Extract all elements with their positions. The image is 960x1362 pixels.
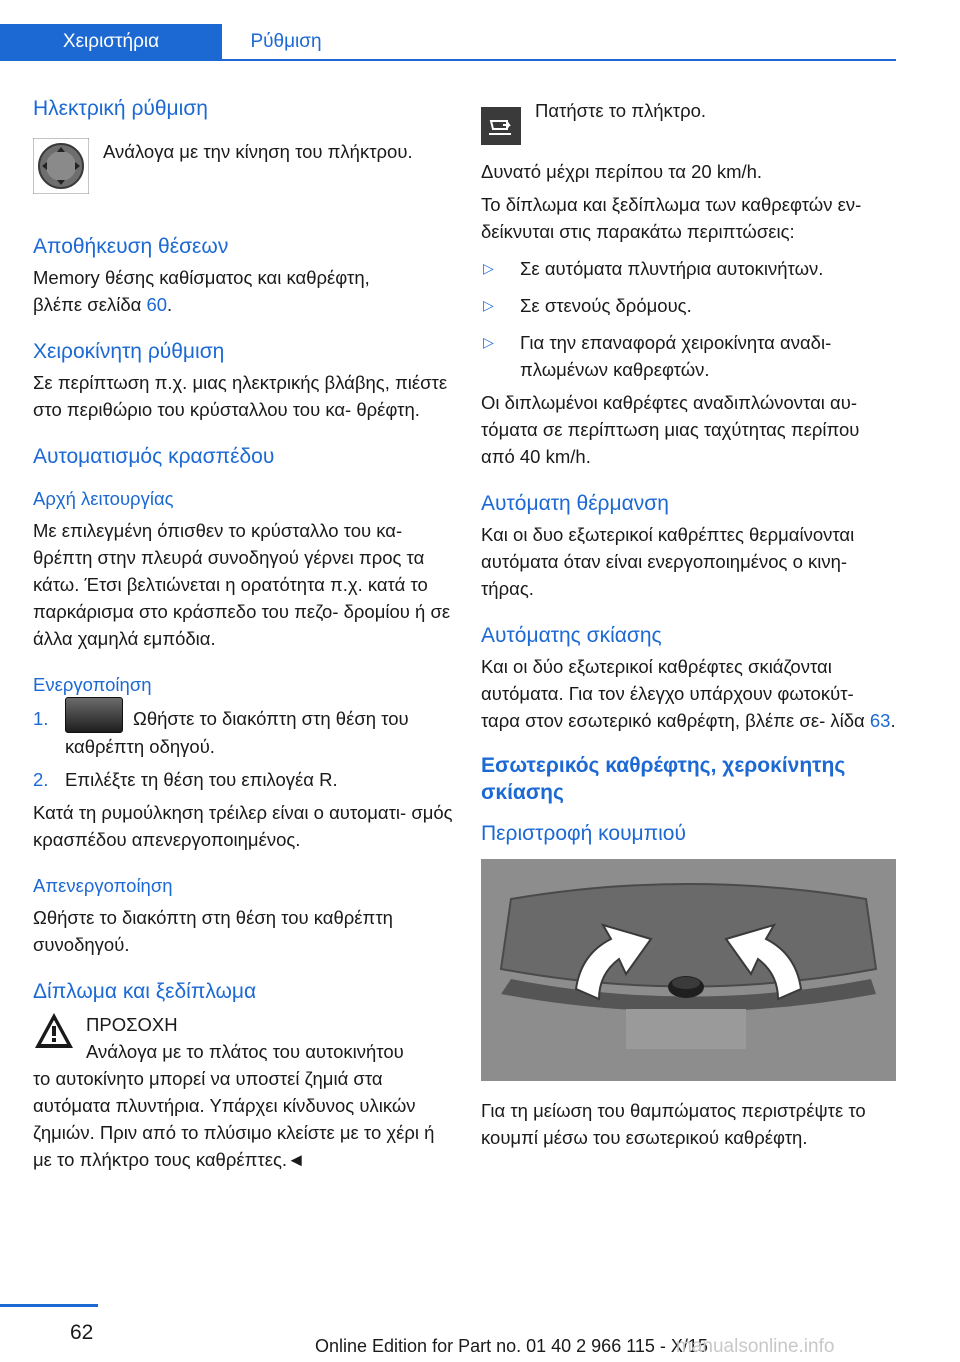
subtitle-principle: Αρχή λειτουργίας	[33, 488, 174, 509]
step-content	[65, 705, 453, 760]
section-title-interior-mirror: Εσωτερικός καθρέφτης, χεροκίνητης σκίασης	[481, 754, 846, 804]
list-item	[33, 766, 453, 793]
auto-dimming-text-b: .	[890, 710, 896, 731]
step-number: 1.	[33, 708, 49, 729]
caution-heading-block	[75, 1011, 404, 1065]
list-item	[33, 705, 453, 760]
caution-heading: ΠΡΟΣΟΧΗ	[86, 1014, 178, 1036]
section-title-memory: Αποθήκευση θέσεων	[33, 235, 229, 258]
list-item-text: Για την επαναφορά χειροκίνητα αναδι‐ πλωμένων καθρεφτών.	[520, 332, 832, 380]
triangle-bullet-icon: ▷	[483, 334, 494, 350]
list-item	[481, 255, 896, 282]
step-number: 2.	[33, 769, 49, 791]
list-item	[481, 292, 896, 319]
auto-dimming-text-a: Και οι δύο εξωτερικοί καθρέφτες σκιάζονται αυτόματα. Για τον έλεγχο υπάρχουν φωτοκύτ‐ ταρα στον εσωτερικό καθρέφτη, βλέπε σε‐ λίδα	[481, 656, 870, 731]
step-text: Επιλέξτε τη θέση του επιλογέα R.	[65, 769, 338, 791]
triangle-bullet-icon: ▷	[483, 260, 494, 276]
page-number: 62	[70, 1321, 94, 1344]
subtitle-activation: Ενεργοποίηση	[33, 674, 152, 695]
memory-text-b: βλέπε σελίδα	[33, 294, 147, 315]
step-text: Ωθήστε το διακόπτη στη θέση του καθρέπτη οδηγού.	[65, 708, 409, 758]
memory-text-a: Memory θέσης καθίσματος και καθρέφτη,	[33, 267, 370, 288]
interior-mirror-image	[481, 859, 896, 1081]
section-title-electric-adjustment: Ηλεκτρική ρύθμιση	[33, 97, 208, 120]
section-title-manual-adjustment: Χειροκίνητη ρύθμιση	[33, 340, 225, 363]
electric-adjustment-text: Ανάλογα με την κίνηση του πλήκτρου.	[103, 141, 413, 162]
fold-button-row	[481, 100, 896, 150]
electric-adjustment-row	[33, 138, 453, 199]
joystick-icon	[33, 138, 89, 199]
speed-limit-text: Δυνατό μέχρι περίπου τα 20 km/h.	[481, 161, 763, 182]
subtitle-deactivation: Απενεργοποίηση	[33, 875, 173, 897]
tab-controls[interactable]: Χειριστήρια	[0, 24, 222, 59]
folding-recommended-text: Το δίπλωμα και ξεδίπλωμα των καθρεφτών εν‐ δείκνυται στις παρακάτω περιπτώσεις:	[481, 194, 862, 242]
caution-row	[33, 1011, 453, 1065]
memory-text	[33, 264, 453, 318]
principle-text: Με επιλεγμένη όπισθεν το κρύσταλλο του κα‐ θρέπτη στην πλευρά συνοδηγού γέρνει προς τα κάτω. Έτσι βελτιώνεται η ορατότητα π.χ. κατά το παρκάρισμα στο κράσπεδο του πεζο‐ δρομίου ή σε άλλα χαμηλά εμπόδια.	[33, 520, 451, 649]
auto-dimming-text	[481, 653, 896, 734]
page-link-60[interactable]: 60	[146, 294, 168, 315]
tab-adjustment[interactable]: Ρύθμιση	[250, 30, 322, 52]
deactivation-text: Ωθήστε το διακόπτη στη θέση του καθρέπτη συνοδηγού.	[33, 907, 393, 956]
section-title-folding: Δίπλωμα και ξεδίπλωμα	[33, 980, 257, 1004]
auto-unfold-text: Οι διπλωμένοι καθρέφτες αναδιπλώνονται αυ‐ τόματα σε περίπτωση μιας ταχύτητας περίπου από 40 km/h.	[481, 392, 860, 467]
caution-text-a: Ανάλογα με το πλάτος του αυτοκινήτου	[86, 1041, 404, 1063]
list-item	[481, 329, 896, 383]
caution-text-b: το αυτοκίνητο μπορεί να υποστεί ζημιά στα αυτόματα πλυντήρια. Υπάρχει κίνδυνος υλικών ζημιών. Πριν από το πλύσιμο κλείστε με το χέρι ή με το πλήκτρο τους καθρέπτες.◄	[33, 1068, 435, 1171]
triangle-bullet-icon: ▷	[483, 297, 494, 313]
warning-icon	[33, 1011, 75, 1056]
watermark-text: manualsonline.info	[676, 1336, 835, 1357]
subtitle-rotate-knob: Περιστροφή κουμπιού	[481, 822, 686, 845]
section-title-auto-dimming: Αυτόματης σκίασης	[481, 624, 662, 647]
page-link-63[interactable]: 63	[869, 710, 891, 731]
left-column	[33, 95, 453, 1173]
section-title-curb-automatic: Αυτοματισμός κρασπέδου	[33, 445, 275, 468]
rotate-knob-text: Για τη μείωση του θαμπώματος περιστρέψτε το κουμπί μέσω του εσωτερικού καθρέφτη.	[481, 1100, 866, 1148]
folding-cases-list	[481, 255, 896, 383]
activation-steps	[33, 705, 453, 793]
trailer-text: Κατά τη ρυμούλκηση τρέιλερ είναι ο αυτοματι‐ σμός κρασπέδου απενεργοποιημένος.	[33, 802, 453, 851]
header-tabbar	[0, 24, 896, 61]
manual-adjustment-text: Σε περίπτωση π.χ. μιας ηλεκτρικής βλάβης, πιέστε στο περιθώριο του κρύσταλλου του κα‐ θρέφτη.	[33, 372, 448, 420]
switch-icon	[65, 697, 123, 733]
list-item-text: Σε στενούς δρόμους.	[520, 295, 692, 316]
footer-accent-line	[0, 1304, 98, 1307]
section-title-auto-heating: Αυτόματη θέρμανση	[481, 492, 669, 515]
memory-text-c: .	[167, 294, 173, 315]
fold-button-text: Πατήστε το πλήκτρο.	[535, 100, 707, 121]
list-item-text: Σε αυτόματα πλυντήρια αυτοκινήτων.	[520, 258, 824, 279]
auto-heating-text: Και οι δυο εξωτερικοί καθρέπτες θερμαίνονται αυτόματα όταν είναι ενεργοποιημένος ο κινη‐ τήρας.	[481, 524, 855, 599]
edition-text: Online Edition for Part no. 01 40 2 966 115 - X/15	[315, 1336, 708, 1356]
mirror-fold-icon	[481, 107, 521, 150]
right-column	[481, 95, 896, 1151]
